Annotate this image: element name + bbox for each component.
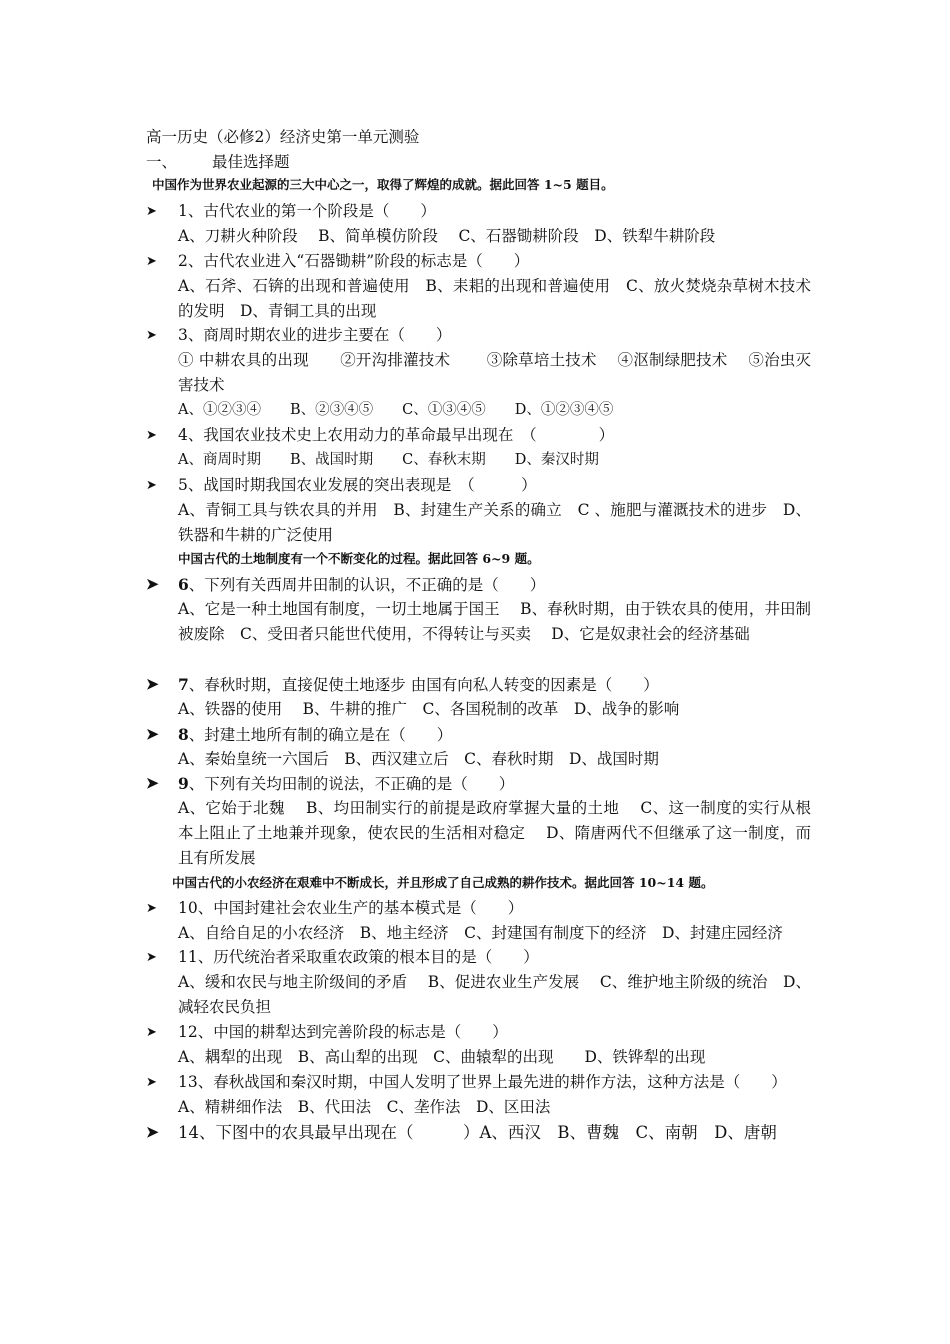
arrow-bullet-icon: ➤ bbox=[146, 575, 159, 593]
question-options: A、刀耕火种阶段 B、简单模仿阶段 C、石器锄耕阶段 D、铁犁牛耕阶段 bbox=[178, 227, 716, 245]
page-title: 高一历史（必修2）经济史第一单元测验 bbox=[146, 128, 420, 146]
question-options: A、它始于北魏 B、均田制实行的前提是政府掌握大量的土地 C、这一制度的实行从根本上阻止了土地兼并现象，使农民的生活相对稳定 D、隋唐两代不但继承了这一制度，而且有所发展 bbox=[178, 799, 811, 867]
question-text: 5、战国时期我国农业发展的突出表现是 （ ） bbox=[178, 476, 537, 494]
question-2 bbox=[146, 249, 811, 324]
question-text: 、封建土地所有制的确立是在（ ） bbox=[188, 726, 453, 744]
question-text: 、下列有关西周井田制的认识，不正确的是（ ） bbox=[188, 576, 546, 594]
question-6 bbox=[146, 572, 811, 647]
question-number: 7 bbox=[178, 675, 189, 694]
question-options: A、耦犁的出现 B、高山犁的出现 C、曲辕犁的出现 D、铁铧犁的出现 bbox=[178, 1048, 706, 1066]
section-label: 最佳选择题 bbox=[212, 153, 290, 171]
arrow-bullet-icon: ➤ bbox=[146, 478, 157, 493]
question-text: 10、中国封建社会农业生产的基本模式是（ ） bbox=[178, 899, 524, 917]
question-5 bbox=[146, 473, 811, 548]
question-text: 、春秋时期，直接促使土地逐步 由国有向私人转变的因素是（ ） bbox=[188, 676, 659, 694]
question-9 bbox=[146, 771, 811, 871]
question-options: A、石斧、石锛的出现和普遍使用 B、耒耜的出现和普遍使用 C、放火焚烧杂草树木技术的发明 D、青铜工具的出现 bbox=[178, 277, 811, 320]
question-13 bbox=[146, 1070, 811, 1120]
question-4 bbox=[146, 423, 811, 473]
question-number: 8 bbox=[178, 725, 189, 744]
question-options: A、铁器的使用 B、牛耕的推广 C、各国税制的改革 D、战争的影响 bbox=[178, 700, 680, 718]
arrow-bullet-icon: ➤ bbox=[146, 675, 159, 693]
question-text: 、下列有关均田制的说法，不正确的是（ ） bbox=[188, 775, 515, 793]
question-text: 2、古代农业进入“石器锄耕”阶段的标志是（ ） bbox=[178, 252, 530, 270]
question-options: A、缓和农民与地主阶级间的矛盾 B、促进农业生产发展 C、维护地主阶级的统治 D、减轻农民负担 bbox=[178, 973, 811, 1016]
arrow-bullet-icon: ➤ bbox=[146, 328, 157, 343]
arrow-bullet-icon: ➤ bbox=[146, 254, 157, 269]
question-options: ① 中耕农具的出现 ②开沟排灌技术 ③除草培土技术 ④沤制绿肥技术 ⑤治虫灭害技术 bbox=[178, 351, 811, 394]
question-text: 4、我国农业技术史上农用动力的革命最早出现在 （ ） bbox=[178, 426, 615, 444]
question-11 bbox=[146, 945, 811, 1020]
arrow-bullet-icon: ➤ bbox=[146, 725, 159, 743]
arrow-bullet-icon: ➤ bbox=[146, 428, 157, 443]
section-number: 一、 bbox=[146, 153, 178, 171]
question-options: A、青铜工具与铁农具的并用 B、封建生产关系的确立 C 、施肥与灌溉技术的进步 D、铁器和牛耕的广泛使用 bbox=[178, 501, 811, 544]
question-text: 14、下图中的农具最早出现在（ ）A、西汉 B、曹魏 C、南朝 D、唐朝 bbox=[178, 1123, 777, 1142]
question-text: 12、中国的耕犁达到完善阶段的标志是（ ） bbox=[178, 1023, 508, 1041]
question-text: 1、古代农业的第一个阶段是（ ） bbox=[178, 202, 436, 220]
question-text: 11、历代统治者采取重农政策的根本目的是（ ） bbox=[178, 948, 539, 966]
arrow-bullet-icon: ➤ bbox=[146, 204, 157, 219]
intro-text-3: 中国古代的小农经济在艰难中不断成长，并且形成了自己成熟的耕作技术。据此回答 10~14 题。 bbox=[172, 875, 714, 890]
question-3 bbox=[146, 323, 811, 423]
intro-text-2: 中国古代的土地制度有一个不断变化的过程。据此回答 6~9 题。 bbox=[178, 551, 540, 566]
question-options: A、精耕细作法 B、代田法 C、垄作法 D、区田法 bbox=[178, 1098, 551, 1116]
question-options: A、商周时期 B、战国时期 C、春秋末期 D、秦汉时期 bbox=[178, 452, 599, 468]
question-options: A、秦始皇统一六国后 B、西汉建立后 C、春秋时期 D、战国时期 bbox=[178, 750, 659, 768]
question-10 bbox=[146, 896, 811, 946]
arrow-bullet-icon: ➤ bbox=[146, 1075, 157, 1090]
arrow-bullet-icon: ➤ bbox=[146, 901, 157, 916]
question-options-2: A、①②③④ B、②③④⑤ C、①③④⑤ D、①②③④⑤ bbox=[178, 402, 614, 418]
section-heading bbox=[146, 152, 290, 172]
question-12 bbox=[146, 1020, 811, 1070]
intro-text-1: 中国作为世界农业起源的三大中心之一，取得了辉煌的成就。据此回答 1~5 题目。 bbox=[152, 177, 614, 192]
question-14 bbox=[146, 1120, 811, 1145]
arrow-bullet-icon: ➤ bbox=[146, 1123, 159, 1141]
question-number: 6 bbox=[178, 575, 189, 594]
arrow-bullet-icon: ➤ bbox=[146, 950, 157, 965]
question-1 bbox=[146, 199, 811, 249]
question-7 bbox=[146, 672, 811, 722]
question-options: A、自给自足的小农经济 B、地主经济 C、封建国有制度下的经济 D、封建庄园经济 bbox=[178, 924, 783, 942]
question-text: 13、春秋战国和秦汉时期，中国人发明了世界上最先进的耕作方法，这种方法是（ ） bbox=[178, 1073, 787, 1091]
arrow-bullet-icon: ➤ bbox=[146, 1025, 157, 1040]
question-8 bbox=[146, 722, 811, 772]
question-options: A、它是一种土地国有制度，一切土地属于国王 B、春秋时期，由于铁农具的使用，井田制被废除 C、受田者只能世代使用，不得转让与买卖 D、它是奴隶社会的经济基础 bbox=[178, 600, 811, 643]
question-number: 9 bbox=[178, 774, 189, 793]
arrow-bullet-icon: ➤ bbox=[146, 774, 159, 792]
question-text: 3、商周时期农业的进步主要在（ ） bbox=[178, 326, 452, 344]
